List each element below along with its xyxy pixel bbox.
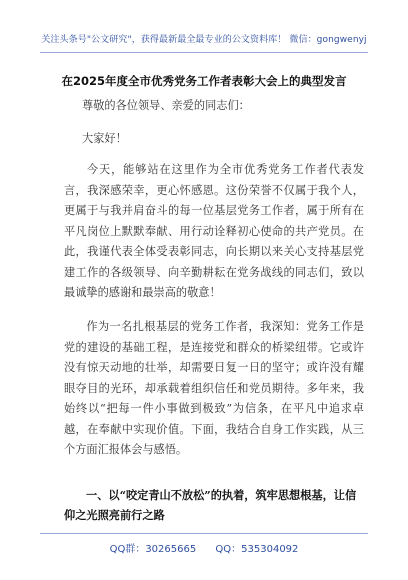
paragraph-2-text: 作为一名扎根基层的党务工作者，我深知：党务工作是党的建设的基础工程，是连接党和群众的桥梁纽带。它或许没有惊天动地的壮举，却需要日复一日的坚守；或许没有耀眼夺目的光环，却承载着组织信任和党员期待。多年来，我始终以“把每一件小事做到极致”为信条，在平凡中追求卓越，在奉献中实现价值。下面，我结合自身工作实践，从三个方面汇报体会与感悟。 [64, 320, 364, 456]
paragraph-2 [64, 317, 364, 461]
footer-qq: QQ：535304092 [215, 544, 299, 555]
paragraph-1-text: 今天，能够站在这里作为全市优秀党务工作者代表发言，我深感荣幸，更心怀感恩。这份荣誉不仅属于我个人，更属于与我并肩奋斗的每一位基层党务工作者，属于所有在平凡岗位上默默奉献、用行动诠释初心使命的共产党员。在此，我谨代表全体受表彰同志，向长期以来关心支持基层党建工作的各级领导、向辛勤耕耘在党务战线的同志们，致以最诚挚的感谢和最崇高的敬意！ [64, 163, 364, 299]
greeting: 大家好！ [82, 132, 127, 145]
footer-qq-group: QQ群：30265665 [109, 544, 197, 555]
section-heading-1 [64, 485, 364, 525]
footer [0, 540, 408, 555]
footer-divider [40, 533, 368, 534]
section-heading-1-text: 一、以“咬定青山不放松”的执着，筑牢思想根基，让信仰之光照亮前行之路 [64, 488, 357, 522]
salutation: 尊敬的各位领导、亲爱的同志们： [82, 99, 250, 112]
header-divider [40, 52, 368, 53]
document-title: 在2025年度全市优秀党务工作者表彰大会上的典型发言 [61, 74, 347, 88]
header-note: 关注头条号"公文研究"，获得最新最全最专业的公文资料库！ 微信：gongwenyj [41, 35, 367, 45]
paragraph-1 [64, 160, 364, 304]
